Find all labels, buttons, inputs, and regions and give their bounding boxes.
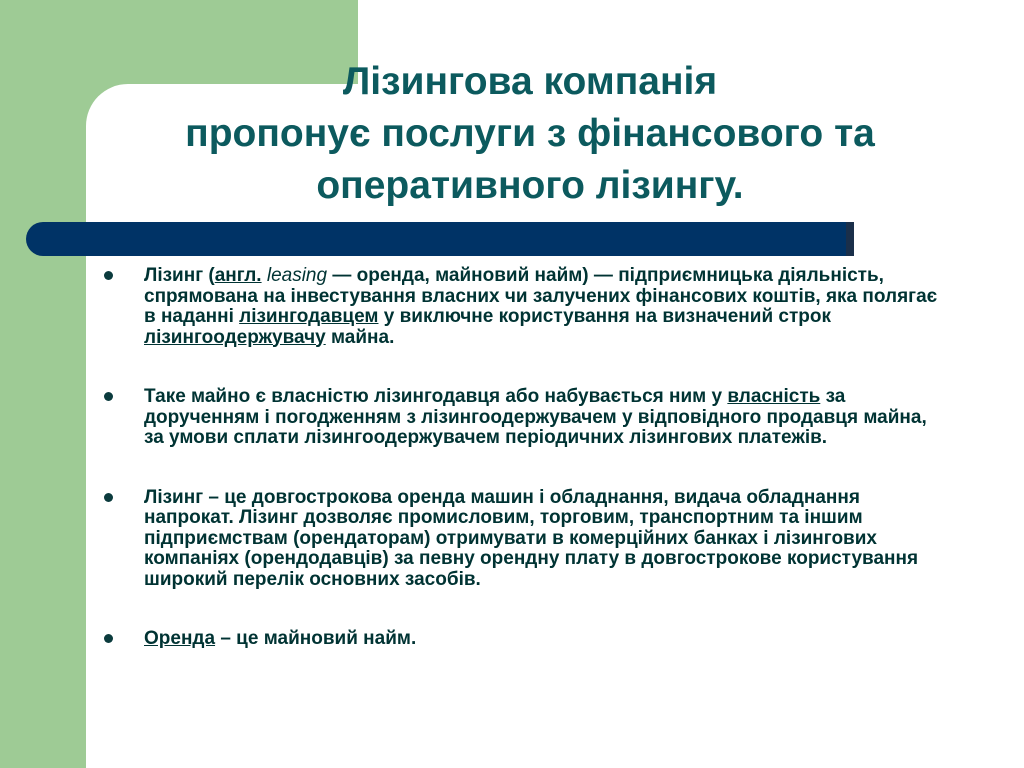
bullet-dot-icon [104, 392, 113, 401]
bullet-dot-icon [104, 493, 113, 502]
bullet-item-3 [104, 488, 944, 591]
title-line-1: Лізингова компанія [342, 60, 718, 103]
term-leasing: leasing [266, 265, 328, 286]
link-lizinhodavets[interactable]: лізингодавцем [239, 306, 379, 327]
link-orenda[interactable]: Оренда [144, 628, 216, 649]
bullet-item-2 [104, 387, 944, 449]
link-vlasnist[interactable]: власність [727, 386, 821, 407]
divider-bar [26, 222, 854, 256]
title-line-3: оперативного лізингу. [316, 164, 744, 207]
title-line-2: пропонує послуги з фінансового та [185, 112, 875, 155]
bullet-list [104, 266, 944, 689]
bullet-item-4 [104, 629, 944, 650]
bullet-2-text: Таке майно є власністю лізингодавця або набувається ним у власність за дорученням і погодженням з лізингоодержувачем у відповідного продавця майна, за умови сплати лізингоодержувачем періодичних лізингових платежів. [144, 386, 927, 448]
bullet-dot-icon [104, 271, 113, 280]
bullet-dot-icon [104, 634, 113, 643]
link-lizinhooderzhuvach[interactable]: лізингоодержувачу [144, 326, 326, 348]
bullet-1-text: Лізинг (англ. leasing — оренда, майновий найм) — підприємницька діяльність, спрямована на інвестування власних чи залучених фінансових коштів, яка полягає в наданні лізингодавцем у виключне користування на визначений строк лізингоодержувачу майна. [144, 265, 938, 348]
bullet-item-1 [104, 266, 944, 348]
bullet-3-text: Лізинг – це довгострокова оренда машин і обладнання, видача обладнання напрокат. Лізинг дозволяє промисловим, торговим, транспортним та іншим підприємствам (орендаторам) отримувати в комерційних банках і лізингових компаніях (орендодавців) за певну орендну плату в довгострокове користування широкий перелік основних засобів. [144, 486, 919, 590]
link-angl[interactable]: англ. [214, 265, 262, 286]
divider-bar-shadow [846, 222, 854, 256]
bullet-4-text: Оренда – це майновий найм. [144, 628, 417, 649]
slide-title [100, 56, 960, 212]
